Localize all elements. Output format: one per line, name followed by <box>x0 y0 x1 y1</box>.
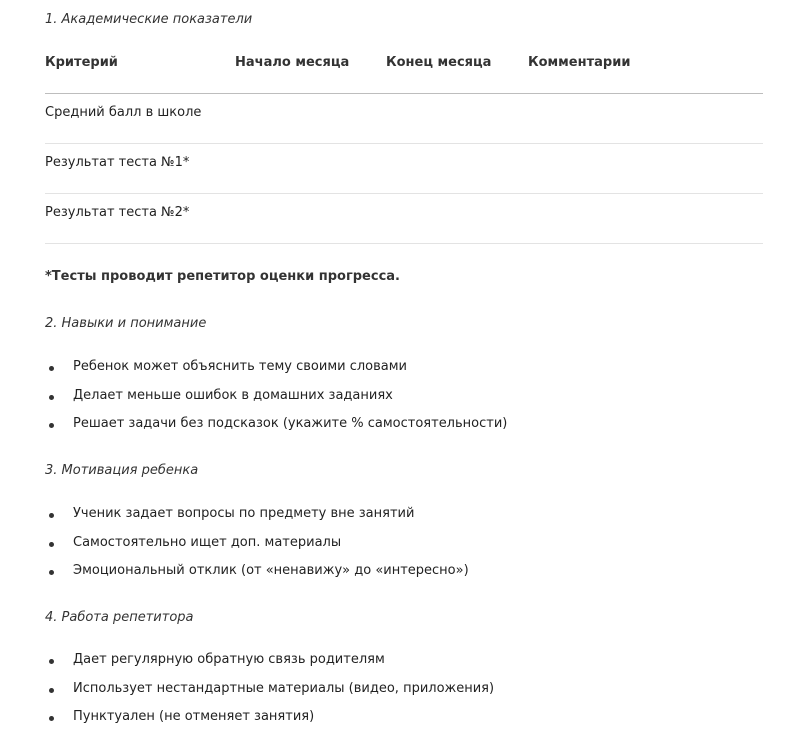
list-item-text: Использует нестандартные материалы (видео, приложения) <box>73 680 495 696</box>
academic-table <box>45 44 763 244</box>
bullet-icon <box>49 542 54 547</box>
list-item-text: Дает регулярную обратную связь родителям <box>73 652 385 667</box>
bullet-icon <box>49 659 54 664</box>
table-row <box>45 94 763 144</box>
bullet-icon <box>49 395 54 400</box>
header-comments: Комментарии <box>528 55 631 70</box>
row-label: Результат теста №1* <box>45 155 190 170</box>
bullet-icon <box>49 423 54 428</box>
list-item-text: Пунктуален (не отменяет занятия) <box>73 709 315 724</box>
row-label: Средний балл в школе <box>45 105 202 120</box>
header-month-start: Начало месяца <box>235 55 350 70</box>
bullet-icon <box>49 366 54 371</box>
header-month-end: Конец месяца <box>386 55 492 70</box>
list-item-text: Ребенок может объяснить тему своими словами <box>73 359 408 374</box>
table-header <box>45 44 763 94</box>
header-criterion: Критерий <box>45 55 118 70</box>
bullet-icon <box>49 513 54 518</box>
list-item-text: Ученик задает вопросы по предмету вне занятий <box>73 506 415 521</box>
section-title-tutor: 4. Работа репетитора <box>45 610 194 625</box>
table-row <box>45 194 763 244</box>
table-row <box>45 144 763 194</box>
bullet-icon <box>49 570 54 575</box>
list-item-text: Эмоциональный отклик (от «ненавижу» до «интересно») <box>73 563 469 578</box>
list-item-text: Решает задачи без подсказок (укажите % самостоятельности) <box>73 416 508 431</box>
row-label: Результат теста №2* <box>45 205 190 220</box>
list-item-text: Самостоятельно ищет доп. материалы <box>73 534 342 550</box>
list-item-text: Делает меньше ошибок в домашних заданиях <box>73 387 393 403</box>
section-title-motivation: 3. Мотивация ребенка <box>45 463 199 478</box>
bullet-icon <box>49 716 54 721</box>
section-title-academic: 1. Академические показатели <box>45 12 253 27</box>
tests-footnote: *Тесты проводит репетитор оценки прогресса. <box>45 269 400 284</box>
bullet-icon <box>49 688 54 693</box>
section-title-skills: 2. Навыки и понимание <box>45 316 207 331</box>
